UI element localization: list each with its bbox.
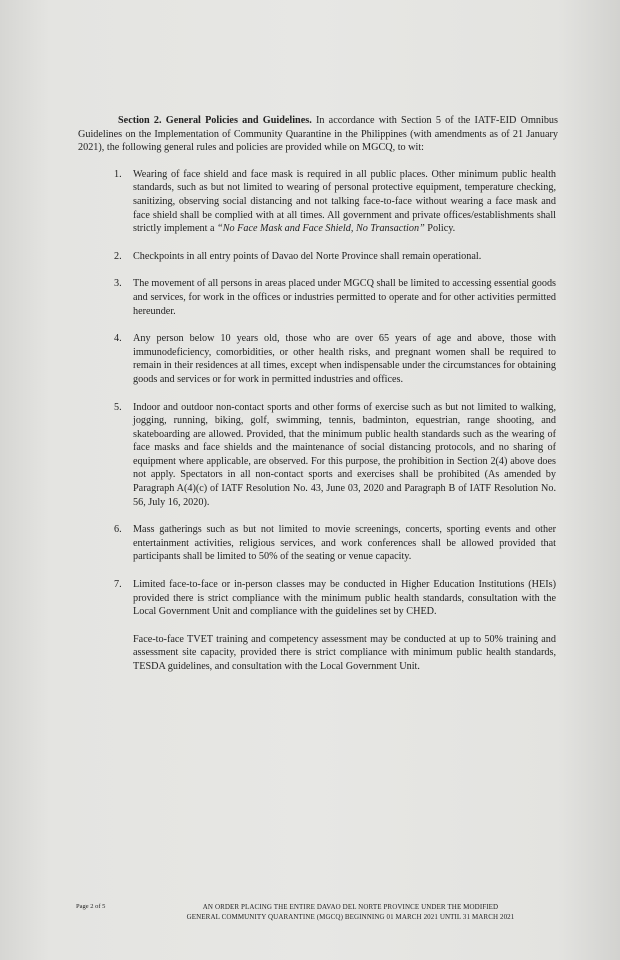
page-number: Page 2 of 5 (76, 903, 106, 910)
policy-number: 7. (114, 579, 122, 591)
document-body (78, 114, 558, 674)
policy-item-5 (78, 401, 558, 510)
policy-item-7 (78, 578, 558, 619)
policy-list (78, 168, 558, 619)
section-intro (78, 114, 558, 155)
tvet-paragraph: Face-to-face TVET training and competency assessment may be conducted at up to 50% training and assessment site capacity, provided there is strict compliance with minimum public health standards, TESDA guidelines, and consultation with the Local Government Unit. (133, 633, 556, 672)
policy-text: Checkpoints in all entry points of Davao del Norte Province shall remain operational. (133, 250, 482, 262)
policy-number: 6. (114, 524, 122, 536)
policy-item-6 (78, 523, 558, 564)
policy-text: Any person below 10 years old, those who are over 65 years of age and above, those with immunodeficiency, comorbidities, or other health risks, and pregnant women shall be required to remain in their residences at all times, except when indispensable under the circumstances for obtaining goods and services or for work in permitted industries and offices. (133, 333, 556, 385)
policy-item-2 (78, 250, 558, 264)
policy-item-3 (78, 277, 558, 318)
order-title-line-2: GENERAL COMMUNITY QUARANTINE (MGCQ) BEGINNING 01 MARCH 2021 UNTIL 31 MARCH 2021 (186, 912, 515, 921)
policy-number: 1. (114, 168, 122, 180)
section-intro-text: In accordance with Section 5 of the IATF-EID Omnibus Guidelines on the Implementation of Community Quarantine in the Philippines (with amendments as of 21 January 2021), the following general rules and policies are provided while on MGCQ, to wit: (78, 115, 558, 154)
policy-text: Wearing of face shield and face mask is required in all public places. Other minimum public health standards, such as but not limited to wearing of personal protective equipment, temperature checking, sanitizing, observing social distancing and not talking face-to-face without wearing a face mask and face shield shall be complied with at all times. All government and private offices/establishments shall strictly implement a (133, 168, 556, 235)
policy-text-tail: Policy. (424, 223, 456, 235)
policy-number: 4. (114, 333, 122, 345)
policy-text: Indoor and outdoor non-contact sports and other forms of exercise such as but not limited to walking, jogging, running, biking, golf, swimming, tennis, badminton, equestrian, range shooting, and skateboarding are allowed. Provided, that the minimum public health standards such as the wearing of face masks and face shields and the maintenance of social distancing protocols, and no sharing of equipment where applicable, are observed. For this purpose, the prohibition in Section 2(4) above does not apply. Spectators in all non-contact sports and exercises shall be prohibited (As amended by Paragraph A(4)(c) of IATF Resolution No. 43, June 03, 2020 and Paragraph B of IATF Resolution No. 56, July 16, 2020). (133, 401, 556, 508)
policy-text: Mass gatherings such as but not limited to movie screenings, concerts, sporting events and other entertainment activities, religious services, and work conferences shall be allowed provided that participants shall be limited to 50% of the seating or venue capacity. (133, 524, 556, 563)
policy-text: Limited face-to-face or in-person classes may be conducted in Higher Education Institutions (HEIs) provided there is strict compliance with the minimum public health standards, consultation with the Local Government Unit and compliance with the guidelines set by CHED. (133, 579, 556, 618)
section-heading: Section 2. General Policies and Guidelines. (118, 115, 312, 126)
policy-number: 2. (114, 250, 122, 262)
policy-italic-text: “No Face Mask and Face Shield, No Transaction” (217, 223, 425, 235)
policy-number: 5. (114, 401, 122, 413)
policy-item-1 (78, 168, 558, 236)
order-title (148, 903, 553, 922)
policy-text: The movement of all persons in areas placed under MGCQ shall be limited to accessing essential goods and services, for work in the offices or industries permitted to operate and for other activities permitted hereunder. (133, 278, 556, 317)
policy-item-4 (78, 332, 558, 386)
order-title-line-1: AN ORDER PLACING THE ENTIRE DAVAO DEL NORTE PROVINCE UNDER THE MODIFIED (202, 903, 499, 911)
policy-number: 3. (114, 278, 122, 290)
